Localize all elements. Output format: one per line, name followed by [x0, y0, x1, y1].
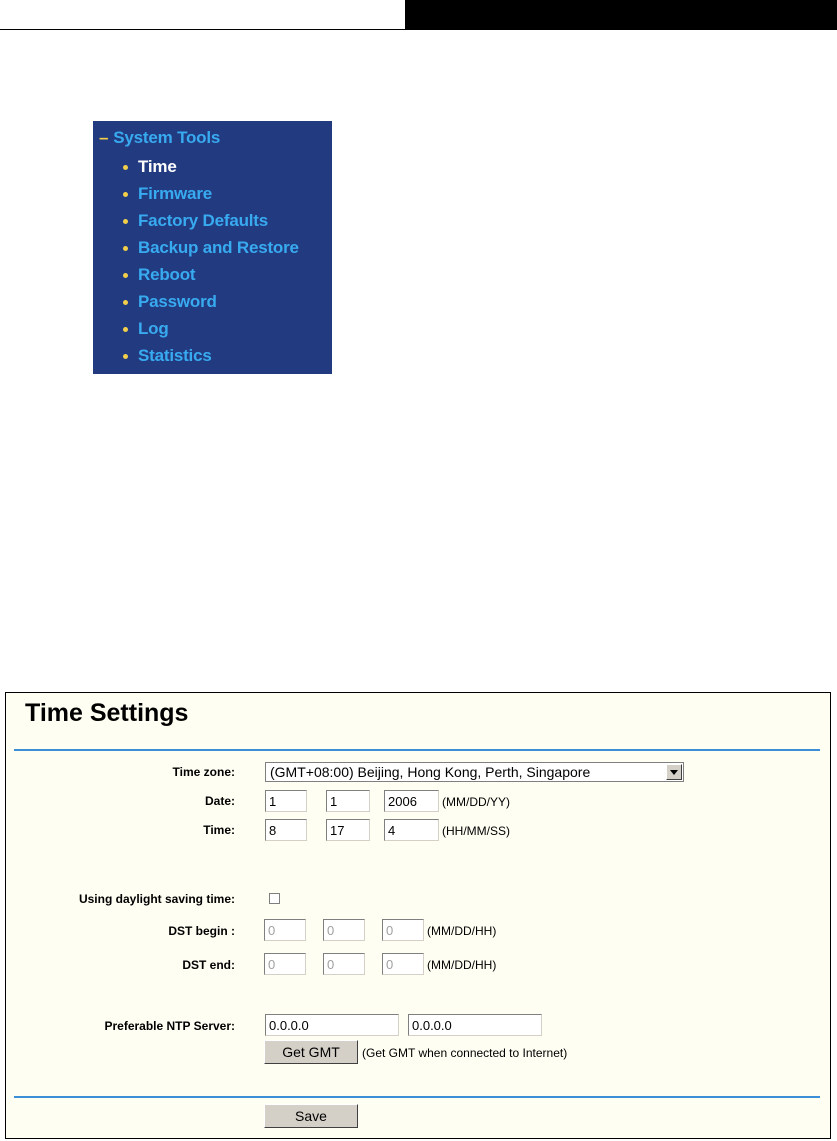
dst-end-format-hint: (MM/DD/HH): [427, 958, 497, 972]
page-title: Time Settings: [25, 699, 189, 727]
dst-toggle-label: Using daylight saving time:: [78, 892, 235, 906]
menu-item-reboot[interactable]: Reboot: [123, 265, 195, 285]
divider-top: [14, 749, 820, 751]
time-zone-label: Time zone:: [172, 765, 235, 779]
bullet-icon: [123, 192, 128, 197]
time-label: Time:: [203, 823, 235, 837]
collapse-icon: –: [99, 128, 109, 147]
header-black-band: [405, 0, 837, 29]
bullet-icon: [123, 354, 128, 359]
ntp-server-2-input[interactable]: [408, 1014, 542, 1036]
divider-bottom: [14, 1096, 820, 1098]
dst-begin-month-input[interactable]: [264, 919, 306, 941]
dst-end-month-input[interactable]: [264, 953, 306, 975]
time-minute-input[interactable]: [326, 819, 370, 841]
ntp-server-1-input[interactable]: [265, 1014, 399, 1036]
bullet-icon: [123, 246, 128, 251]
date-format-hint: (MM/DD/YY): [442, 795, 510, 809]
time-second-input[interactable]: [384, 819, 439, 841]
date-day-input[interactable]: [326, 790, 370, 812]
menu-item-factory-defaults[interactable]: Factory Defaults: [123, 211, 268, 231]
dst-end-day-input[interactable]: [323, 953, 365, 975]
system-tools-menu: [93, 121, 332, 374]
time-settings-panel: [5, 692, 831, 1139]
dst-end-hour-input[interactable]: [382, 953, 424, 975]
date-year-input[interactable]: [384, 790, 439, 812]
date-label: Date:: [204, 794, 235, 808]
menu-item-log[interactable]: Log: [123, 319, 169, 339]
save-button[interactable]: Save: [264, 1104, 358, 1128]
ntp-server-label: Preferable NTP Server:: [104, 1019, 235, 1033]
dst-begin-label: DST begin :: [168, 924, 235, 938]
chevron-down-icon[interactable]: [666, 764, 682, 780]
bullet-icon: [123, 219, 128, 224]
menu-item-password[interactable]: Password: [123, 292, 217, 312]
bullet-icon: [123, 273, 128, 278]
time-format-hint: (HH/MM/SS): [442, 824, 510, 838]
menu-item-backup-restore[interactable]: Backup and Restore: [123, 238, 299, 258]
bullet-icon: [123, 300, 128, 305]
bullet-icon: [123, 165, 128, 170]
bullet-icon: [123, 327, 128, 332]
menu-item-firmware[interactable]: Firmware: [123, 184, 212, 204]
dst-begin-format-hint: (MM/DD/HH): [427, 924, 497, 938]
dst-checkbox[interactable]: [269, 893, 280, 904]
date-month-input[interactable]: [265, 790, 307, 812]
menu-item-statistics[interactable]: Statistics: [123, 346, 212, 366]
menu-title[interactable]: – System Tools: [99, 128, 221, 147]
menu-item-time[interactable]: Time: [123, 157, 177, 177]
header-rule: [0, 29, 837, 30]
get-gmt-hint: (Get GMT when connected to Internet): [362, 1046, 568, 1060]
time-hour-input[interactable]: [265, 819, 307, 841]
get-gmt-button[interactable]: Get GMT: [264, 1040, 358, 1064]
dst-begin-hour-input[interactable]: [382, 919, 424, 941]
time-zone-select[interactable]: (GMT+08:00) Beijing, Hong Kong, Perth, Singapore: [265, 762, 684, 782]
dst-begin-day-input[interactable]: [323, 919, 365, 941]
dst-end-label: DST end:: [182, 958, 235, 972]
